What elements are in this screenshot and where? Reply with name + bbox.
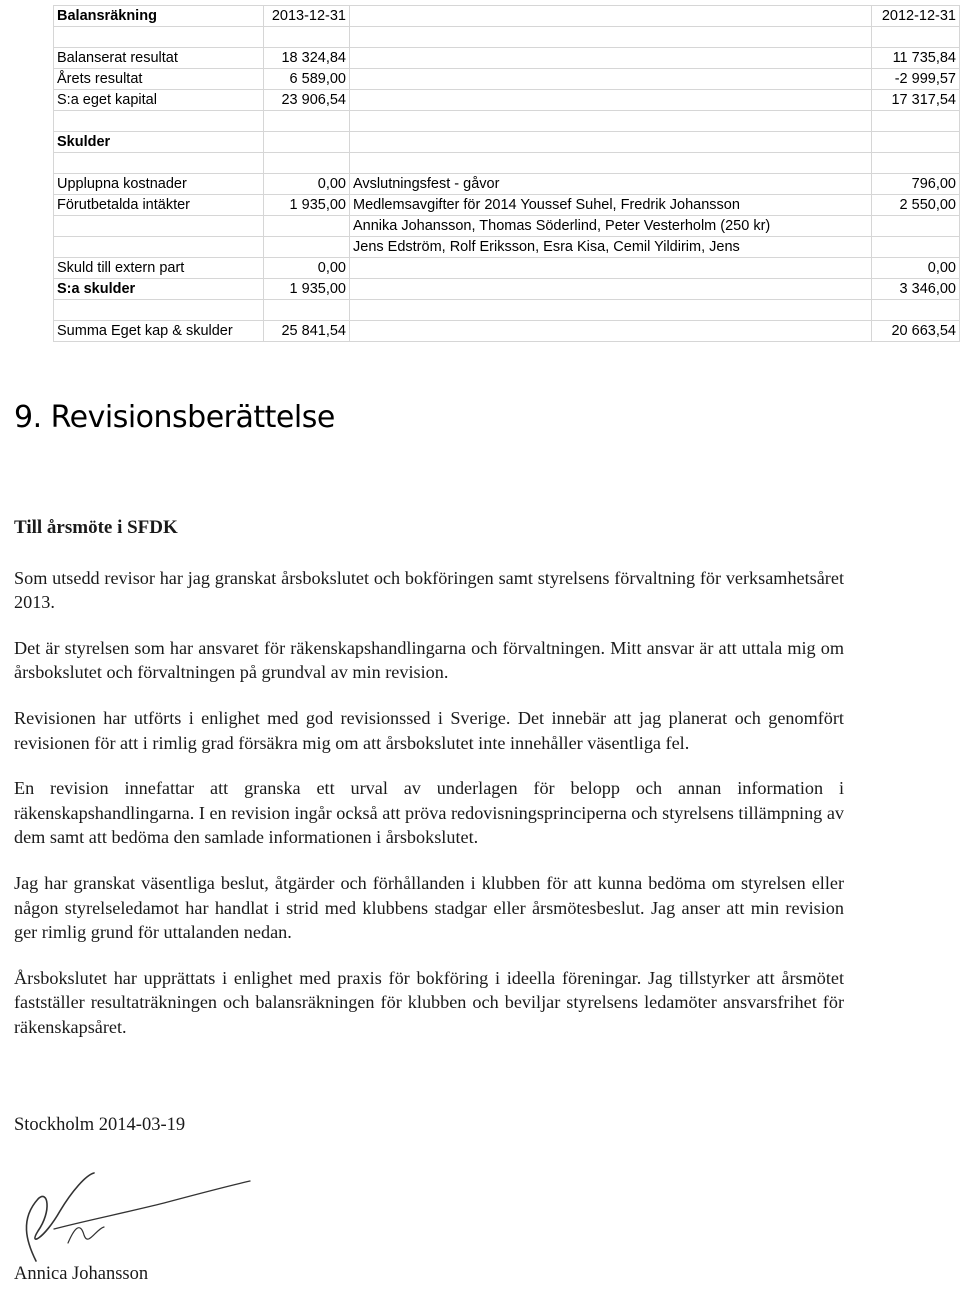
row-value-2012: 796,00: [872, 174, 960, 195]
table-row: [54, 237, 960, 258]
letter-paragraph: Som utsedd revisor har jag granskat årsbokslutet och bokföringen samt styrelsens förvaltning för verksamhetsåret 2013.: [14, 567, 844, 613]
letter-paragraph: En revision innefattar att granska ett urval av underlagen för belopp och annan information i räkenskapshandlingarna. I en revision ingår också att pröva redovisningsprinciperna och styrelsens tillämpning av dem samt att bedöma den samlade informationen i årsbokslutet.: [14, 778, 844, 848]
letter-paragraph: Jag har granskat väsentliga beslut, åtgärder och förhållanden i klubben för att kunna bedöma om styrelsen eller någon styrelseledamot har handlat i strid med klubbens stadgar eller årsmötesbeslut. Jag anser att min revision ger rimlig grund för uttalanden nedan.: [14, 872, 844, 943]
row-label: [54, 216, 264, 237]
spacer-row: [54, 111, 960, 132]
liabilities-title: Skulder: [54, 132, 264, 153]
row-label: Förutbetalda intäkter: [54, 195, 264, 216]
row-label: Skuld till extern part: [54, 258, 264, 279]
row-label: S:a skulder: [54, 279, 264, 300]
spacer-row: [54, 27, 960, 48]
table-row: [54, 258, 960, 279]
row-label: Årets resultat: [54, 69, 264, 90]
row-value-2013: 0,00: [264, 174, 350, 195]
row-value-2012: 11 735,84: [872, 48, 960, 69]
column-header-2013: 2013-12-31: [264, 6, 350, 27]
row-value-2012: [872, 216, 960, 237]
handwritten-signature: [14, 1169, 254, 1269]
table-row: [54, 195, 960, 216]
balance-sheet-table: [53, 5, 960, 342]
place-and-date: Stockholm 2014-03-19: [14, 1115, 186, 1135]
row-label: [54, 237, 264, 258]
row-note: Annika Johansson, Thomas Söderlind, Peter Vesterholm (250 kr): [350, 216, 872, 237]
letter-paragraph: Det är styrelsen som har ansvaret för räkenskapshandlingarna och förvaltningen. Mitt ansvar är att uttala mig om årsbokslutet och förvaltningen på grundval av min revision.: [14, 637, 844, 683]
audit-letter: [14, 516, 844, 1284]
row-note: [350, 258, 872, 279]
row-value-2013: 0,00: [264, 258, 350, 279]
row-label: S:a eget kapital: [54, 90, 264, 111]
table-row: [54, 90, 960, 111]
table-title: Balansräkning: [54, 6, 264, 27]
table-row: [54, 174, 960, 195]
row-value-2012: 20 663,54: [872, 321, 960, 342]
spacer-row: [54, 300, 960, 321]
row-value-2012: 0,00: [872, 258, 960, 279]
table-row: [54, 69, 960, 90]
section-title-row: [54, 132, 960, 153]
total-row: [54, 279, 960, 300]
table-row: [54, 48, 960, 69]
grand-total-row: [54, 321, 960, 342]
row-value-2012: -2 999,57: [872, 69, 960, 90]
row-value-2012: 3 346,00: [872, 279, 960, 300]
row-value-2013: [264, 237, 350, 258]
row-value-2013: 1 935,00: [264, 195, 350, 216]
row-value-2013: 23 906,54: [264, 90, 350, 111]
section-heading: 9. Revisionsberättelse: [14, 400, 335, 435]
letter-paragraph: Årsbokslutet har upprättats i enlighet med praxis för bokföring i ideella föreningar. Jag tillstyrker att årsmötet fastställer resultaträkningen och balansräkningen för klubben och beviljar styrelsens ledamöter ansvarsfrihet för räkenskapsåret.: [14, 967, 844, 1037]
row-label: Summa Eget kap & skulder: [54, 321, 264, 342]
row-value-2013: 25 841,54: [264, 321, 350, 342]
row-value-2013: [264, 216, 350, 237]
row-note: Medlemsavgifter för 2014 Youssef Suhel, Fredrik Johansson: [350, 195, 872, 216]
signer-name: Annica Johansson: [14, 1264, 149, 1284]
row-value-2012: 17 317,54: [872, 90, 960, 111]
table-header-row: [54, 6, 960, 27]
letter-greeting: Till årsmöte i SFDK: [14, 517, 178, 538]
row-value-2013: 1 935,00: [264, 279, 350, 300]
row-note: Avslutningsfest - gåvor: [350, 174, 872, 195]
row-value-2012: [872, 237, 960, 258]
table-row: [54, 216, 960, 237]
row-label: Balanserat resultat: [54, 48, 264, 69]
row-label: Upplupna kostnader: [54, 174, 264, 195]
row-note: Jens Edström, Rolf Eriksson, Esra Kisa, Cemil Yildirim, Jens: [350, 237, 872, 258]
row-value-2013: 18 324,84: [264, 48, 350, 69]
letter-paragraph: Revisionen har utförts i enlighet med god revisionssed i Sverige. Det innebär att jag planerat och genomfört revisionen för att i rimlig grad försäkra mig om att årsbokslutet inte innehåller väsentliga fel.: [14, 707, 844, 753]
row-value-2013: 6 589,00: [264, 69, 350, 90]
row-value-2012: 2 550,00: [872, 195, 960, 216]
column-header-2012: 2012-12-31: [872, 6, 960, 27]
spacer-row: [54, 153, 960, 174]
